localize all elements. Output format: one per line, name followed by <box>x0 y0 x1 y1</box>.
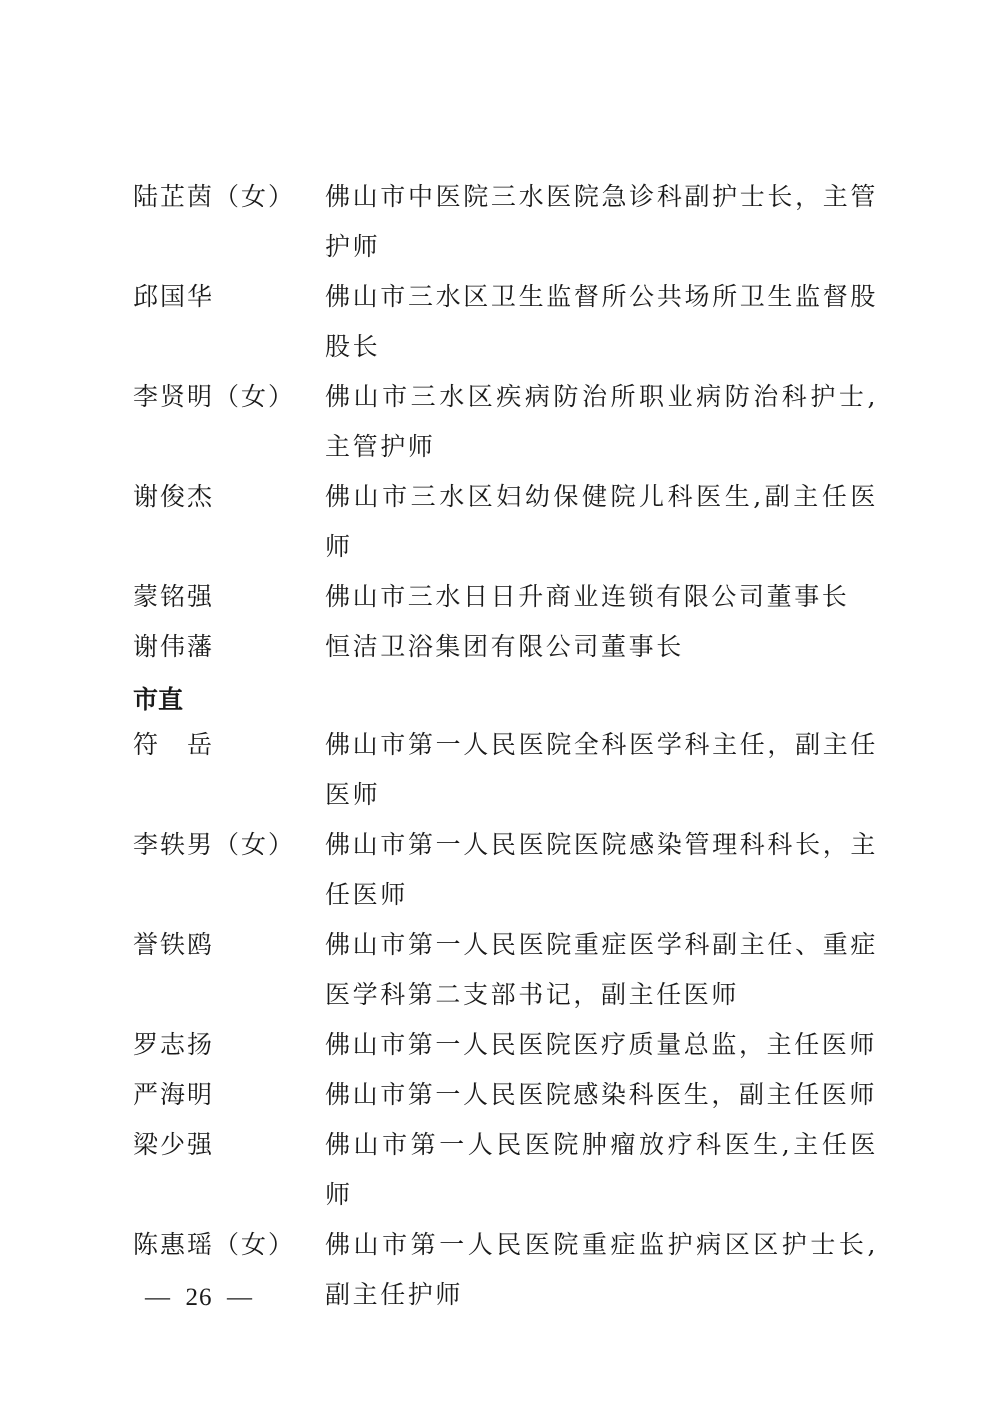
person-title: 佛山市三水区卫生监督所公共场所卫生监督股股长 <box>325 282 878 361</box>
person-title: 佛山市中医院三水医院急诊科副护士长，主管护师 <box>325 182 878 261</box>
person-name: 罗志扬 <box>133 1030 215 1059</box>
list-item <box>133 1020 878 1070</box>
person-name: 谢俊杰 <box>133 482 215 511</box>
person-name: 誉铁鸥 <box>133 930 215 959</box>
list-item <box>133 172 878 272</box>
person-title: 佛山市第一人民医院肿瘤放疗科医生,主任医师 <box>325 1130 878 1209</box>
person-name: 符 岳 <box>133 730 215 759</box>
list-item <box>133 1070 878 1120</box>
list-item <box>133 1120 878 1220</box>
person-name: 梁少强 <box>133 1130 215 1159</box>
list-item <box>133 572 878 622</box>
person-title: 佛山市三水日日升商业连锁有限公司董事长 <box>325 582 850 611</box>
person-title: 佛山市第一人民医院感染科医生，副主任医师 <box>325 1080 878 1109</box>
person-name: 陆芷茵（女） <box>133 182 296 211</box>
list-item <box>133 472 878 572</box>
person-title: 佛山市第一人民医院重症监护病区区护士长,副主任护师 <box>325 1230 878 1309</box>
person-name: 李轶男（女） <box>133 830 296 859</box>
person-name: 邱国华 <box>133 282 215 311</box>
person-title: 佛山市第一人民医院全科医学科主任，副主任医师 <box>325 730 878 809</box>
person-title: 佛山市第一人民医院重症医学科副主任、重症医学科第二支部书记，副主任医师 <box>325 930 878 1009</box>
person-name: 李贤明（女） <box>133 382 296 411</box>
person-title: 佛山市三水区妇幼保健院儿科医生,副主任医师 <box>325 482 878 561</box>
award-list-city-direct <box>133 720 878 1320</box>
person-title: 佛山市第一人民医院医疗质量总监，主任医师 <box>325 1030 878 1059</box>
list-item <box>133 372 878 472</box>
person-name: 严海明 <box>133 1080 215 1109</box>
list-item <box>133 920 878 1020</box>
person-name: 谢伟藩 <box>133 632 215 661</box>
list-item <box>133 272 878 372</box>
list-item <box>133 820 878 920</box>
person-title: 恒洁卫浴集团有限公司董事长 <box>325 632 684 661</box>
award-list-sanshui <box>133 172 878 672</box>
person-name: 陈惠瑶（女） <box>133 1230 296 1259</box>
list-item <box>133 622 878 672</box>
person-title: 佛山市三水区疾病防治所职业病防治科护士,主管护师 <box>325 382 878 461</box>
section-heading: 市直 <box>133 685 184 714</box>
person-name: 蒙铭强 <box>133 582 215 611</box>
person-title: 佛山市第一人民医院医院感染管理科科长，主任医师 <box>325 830 878 909</box>
page-number: — 26 — <box>145 1284 253 1311</box>
list-item <box>133 720 878 820</box>
